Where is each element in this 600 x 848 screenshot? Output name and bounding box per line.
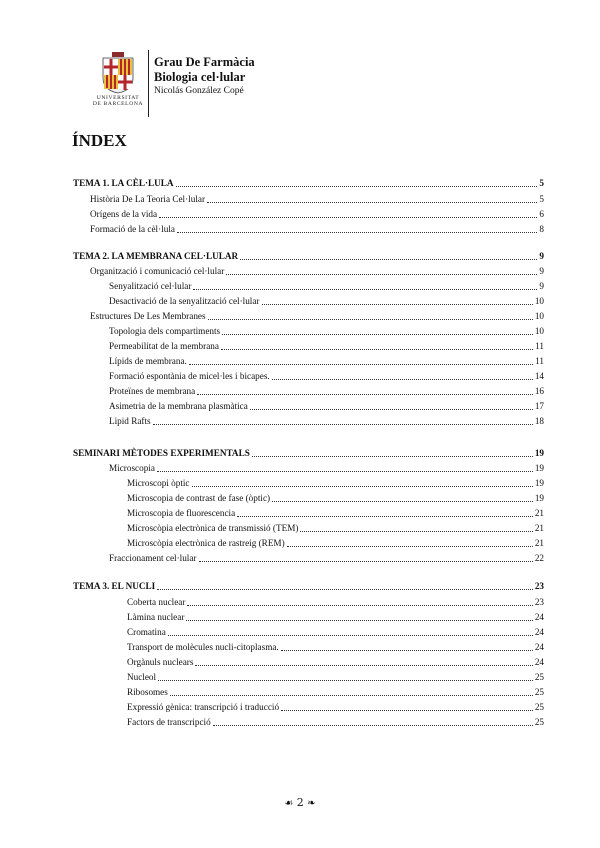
toc-entry-label: Cromatina (127, 627, 166, 637)
toc-entry-label: Asimetria de la membrana plasmàtica (109, 401, 248, 411)
toc-section[interactable] (73, 250, 544, 262)
toc-leader-dots (153, 424, 533, 425)
author-name: Nicolás González Copé (154, 86, 244, 96)
toc-entry[interactable] (127, 507, 544, 519)
toc-page-number: 21 (534, 523, 544, 533)
toc-entry[interactable] (109, 295, 544, 307)
toc-entry[interactable] (109, 462, 544, 474)
toc-entry-label: TEMA 1. LA CÈL·LULA (73, 178, 174, 188)
toc-entry-label: TEMA 3. EL NUCLI (73, 581, 156, 591)
toc-entry[interactable] (127, 656, 544, 668)
toc-page-number: 25 (534, 702, 544, 712)
toc-leader-dots (177, 232, 537, 233)
toc-page-number: 25 (534, 687, 544, 697)
toc-entry-label: Formació espontània de micel·les i bicapes. (109, 371, 270, 381)
toc-entry-label: Transport de molècules nucli-citoplasma. (127, 642, 279, 652)
toc-entry-label: Orgànuls nuclears (127, 657, 194, 667)
toc-entry[interactable] (127, 522, 544, 534)
toc-entry-label: Formació de la cèl·lula (90, 224, 175, 234)
university-name: UNIVERSITAT DE BARCELONA (92, 95, 144, 107)
toc-leader-dots (272, 501, 533, 502)
toc-entry-label: Història De La Teoria Cel·lular (90, 194, 206, 204)
toc-leader-dots (192, 486, 533, 487)
toc-entry[interactable] (127, 641, 544, 653)
toc-page-number: 10 (534, 326, 544, 336)
toc-entry[interactable] (90, 310, 544, 322)
toc-leader-dots (195, 665, 532, 666)
toc-entry-label: Orígens de la vida (90, 209, 158, 219)
toc-entry[interactable] (109, 280, 544, 292)
toc-entry[interactable] (127, 716, 544, 728)
toc-page-number: 23 (534, 597, 544, 607)
toc-page-number: 19 (534, 478, 544, 488)
toc-entry[interactable] (109, 400, 544, 412)
subject-title: Biologia cel·lular (154, 70, 246, 84)
toc-page-number: 10 (534, 296, 544, 306)
toc-leader-dots (193, 289, 537, 290)
ornament-right-icon: ❧ (307, 798, 316, 809)
toc-entry-label: Làmina nuclear (127, 612, 185, 622)
toc-entry-label: Microscòpia electrònica de transmissió (TEM) (127, 523, 299, 533)
toc-section[interactable] (73, 177, 544, 189)
toc-entry-label: Lipid Rafts (109, 416, 151, 426)
toc-entry[interactable] (127, 596, 544, 608)
toc-entry-label: Estructures De Les Membranes (90, 311, 206, 321)
toc-section[interactable] (73, 580, 544, 592)
toc-entry-label: TEMA 2. LA MEMBRANA CEL·LULAR (73, 251, 239, 261)
toc-page-number: 16 (534, 386, 544, 396)
toc-leader-dots (226, 274, 537, 275)
toc-entry-label: Ribosomes (127, 687, 168, 697)
toc-leader-dots (272, 379, 533, 380)
toc-entry[interactable] (109, 355, 544, 367)
toc-leader-dots (199, 561, 533, 562)
toc-entry[interactable] (127, 626, 544, 638)
toc-entry-label: Organització i comunicació cel·lular (90, 266, 225, 276)
toc-entry[interactable] (127, 537, 544, 549)
toc-leader-dots (222, 334, 533, 335)
page-number: 2 (296, 796, 304, 809)
toc-entry-label: Topologia dels compartiments (109, 326, 221, 336)
toc-page-number: 8 (539, 224, 544, 234)
toc-leader-dots (252, 456, 533, 457)
toc-page-number: 24 (534, 657, 544, 667)
toc-entry-label: Nucleol (127, 672, 157, 682)
toc-leader-dots (221, 349, 533, 350)
toc-page-number: 25 (534, 717, 544, 727)
toc-entry-label: Proteïnes de membrana (109, 386, 196, 396)
toc-page-number: 24 (534, 627, 544, 637)
toc-page-number: 21 (534, 508, 544, 518)
header-divider (148, 50, 149, 117)
toc-page-number: 9 (539, 266, 544, 276)
toc-leader-dots (157, 471, 533, 472)
toc-entry[interactable] (127, 477, 544, 489)
toc-entry-label: Coberta nuclear (127, 597, 186, 607)
toc-page-number: 17 (534, 401, 544, 411)
toc-section[interactable] (73, 447, 544, 459)
toc-entry-label: Microscopia (109, 463, 155, 473)
toc-entry-label: Permeabilitat de la membrana (109, 341, 219, 351)
toc-entry[interactable] (90, 223, 544, 235)
toc-page-number: 5 (539, 178, 544, 188)
toc-leader-dots (207, 202, 537, 203)
toc-page-number: 6 (539, 209, 544, 219)
toc-entry-label: SEMINARI MÈTODES EXPERIMENTALS (73, 448, 250, 458)
toc-page-number: 19 (534, 463, 544, 473)
toc-entry[interactable] (127, 611, 544, 623)
toc-entry[interactable] (109, 370, 544, 382)
toc-page-number: 5 (539, 194, 544, 204)
toc-entry-label: Expressió gènica: transcripció i traducció (127, 702, 280, 712)
toc-leader-dots (168, 635, 533, 636)
ornament-left-icon: ☙ (284, 798, 294, 809)
degree-title: Grau De Farmàcia (154, 55, 255, 69)
toc-entry-label: Lípids de membrana. (109, 356, 187, 366)
toc-page-number: 23 (534, 581, 544, 591)
toc-entry[interactable] (90, 208, 544, 220)
toc-page-number: 24 (534, 642, 544, 652)
toc-leader-dots (208, 319, 533, 320)
toc-leader-dots (250, 409, 533, 410)
toc-entry-label: Senyalització cel·lular (109, 281, 192, 291)
index-title: ÍNDEX (72, 131, 127, 150)
toc-page-number: 14 (534, 371, 544, 381)
toc-page-number: 11 (535, 341, 544, 351)
toc-leader-dots (186, 620, 532, 621)
toc-entry[interactable] (127, 686, 544, 698)
toc-page-number: 19 (534, 493, 544, 503)
toc-leader-dots (158, 680, 533, 681)
toc-leader-dots (159, 217, 537, 218)
toc-leader-dots (157, 589, 533, 590)
toc-entry-label: Fraccionament cel·lular (109, 553, 197, 563)
toc-entry-label: Microscopi òptic (127, 478, 190, 488)
toc-entry[interactable] (90, 193, 544, 205)
toc-page-number: 9 (539, 281, 544, 291)
toc-entry-label: Factors de transcripció (127, 717, 211, 727)
toc-entry[interactable] (127, 492, 544, 504)
toc-leader-dots (189, 364, 533, 365)
toc-leader-dots (197, 394, 533, 395)
toc-leader-dots (170, 695, 533, 696)
toc-leader-dots (281, 650, 533, 651)
toc-entry[interactable] (109, 552, 544, 564)
toc-page-number: 24 (534, 612, 544, 622)
toc-page-number: 19 (534, 448, 544, 458)
toc-entry[interactable] (109, 385, 544, 397)
toc-entry[interactable] (127, 701, 544, 713)
toc-page-number: 10 (534, 311, 544, 321)
page-footer (0, 796, 600, 809)
toc-page-number: 9 (539, 251, 544, 261)
toc-entry[interactable] (109, 325, 544, 337)
toc-page-number: 25 (534, 672, 544, 682)
toc-entry-label: Microscòpia electrònica de rastreig (REM) (127, 538, 285, 548)
toc-leader-dots (213, 725, 533, 726)
toc-page-number: 22 (534, 553, 544, 563)
toc-entry[interactable] (127, 671, 544, 683)
toc-leader-dots (300, 531, 532, 532)
toc-entry[interactable] (90, 265, 544, 277)
toc-page-number: 18 (534, 416, 544, 426)
toc-leader-dots (176, 186, 538, 187)
toc-entry[interactable] (109, 415, 544, 427)
toc-leader-dots (262, 304, 533, 305)
toc-page-number: 11 (535, 356, 544, 366)
toc-page-number: 21 (534, 538, 544, 548)
toc-entry-label: Microscopia de fluorescencia (127, 508, 236, 518)
toc-leader-dots (187, 605, 532, 606)
toc-entry[interactable] (109, 340, 544, 352)
toc-entry-label: Microscopia de contrast de fase (òptic) (127, 493, 271, 503)
toc-leader-dots (281, 710, 533, 711)
toc-leader-dots (237, 516, 533, 517)
toc-leader-dots (287, 546, 533, 547)
toc-leader-dots (240, 259, 537, 260)
toc-entry-label: Desactivació de la senyalització cel·lular (109, 296, 260, 306)
